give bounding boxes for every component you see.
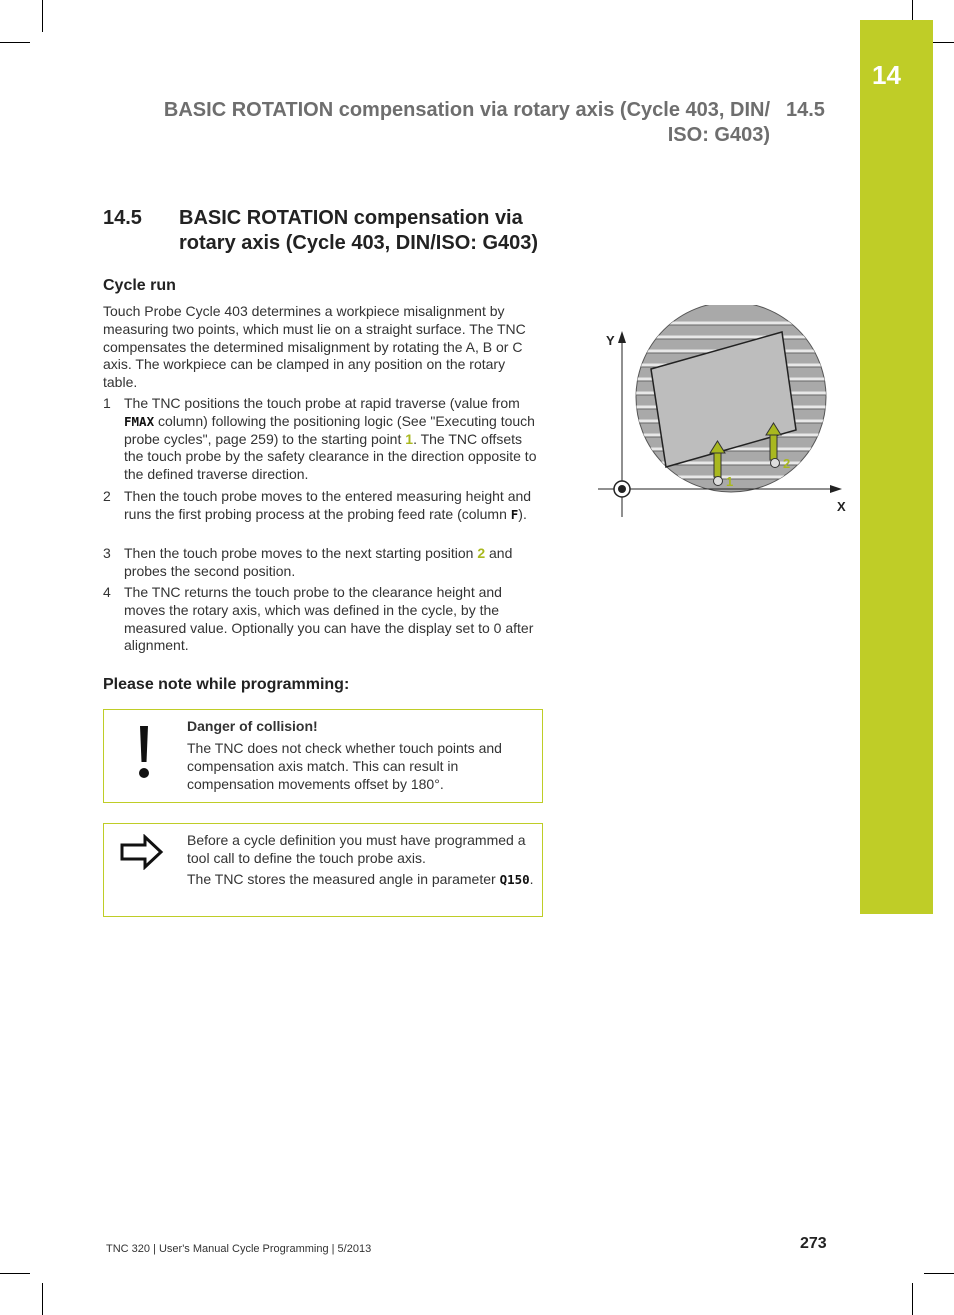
list-number: 1 [103,395,111,411]
page-number: 273 [800,1235,827,1252]
chapter-tab [860,20,933,914]
info-text-1: Before a cycle definition you must have programmed a tool call to define the touch probe axis. [187,832,526,866]
code-q150: Q150 [499,872,530,887]
list-number: 4 [103,584,111,600]
list-text [124,545,542,581]
running-header-section: 14.5 [786,99,825,121]
crop-mark [912,1283,913,1315]
y-axis-arrow [618,331,626,343]
point-ref-2: 2 [477,545,486,561]
text-run: Then the touch probe moves to the next starting position [124,545,478,561]
list-text [124,488,542,524]
x-axis-arrow [830,485,842,493]
probe-point-2 [771,459,780,468]
point-label-1: 1 [726,474,734,489]
text-run: ). [518,505,527,522]
box-divider [184,710,186,802]
crop-mark [0,42,30,43]
text-run: and probes the second position. [124,545,513,579]
footer-text: TNC 320 | User's Manual Cycle Programming | 5/2013 [106,1243,372,1255]
running-header-title: BASIC ROTATION compensation via rotary axis (Cycle 403, DIN/ ISO: G403) [163,99,770,146]
chapter-number: 14 [872,60,901,90]
info-box [103,823,543,917]
box-divider [184,824,186,916]
probe-point-1 [714,477,723,486]
cycle-diagram [590,305,860,525]
section-number: 14.5 [103,207,142,229]
text-run: The TNC positions the touch probe at rapid traverse (value from [124,395,520,411]
list-text: The TNC returns the touch probe to the clearance height and moves the rotary axis, which was defined in the cycle, by the measured value. Optionally you can have the display set to 0 after alignment. [124,584,534,654]
info-text-2 [187,871,537,889]
list-text [124,395,542,484]
y-axis-label: Y [606,333,615,348]
warning-text: The TNC does not check whether touch points and compensation axis match. This can result in compensation movements offset by 180°. [187,740,502,792]
warning-box [103,709,543,803]
crop-mark [912,0,913,20]
cycle-run-heading: Cycle run [103,277,176,294]
text-run: column) following the positioning logic (See "Executing touch probe cycles", page 259) to the starting point [124,412,535,447]
list-number: 2 [103,488,111,504]
code-f: F [510,506,519,522]
point-label-2: 2 [783,456,791,471]
code-fmax: FMAX [124,413,155,429]
cycle-run-intro: Touch Probe Cycle 403 determines a workpiece misalignment by measuring two points, which must lie on a straight surface. The TNC compensates the determined misalignment by rotating the A, B or C axis. The workpiece can be clamped in any position on the rotary table. [103,303,526,391]
arrow-right-icon [120,834,164,870]
warning-title: Danger of collision! [187,718,318,734]
text-run: . The TNC offsets the touch probe by the safety clearance in the direction opposite to the defined traverse direction. [124,430,537,483]
note-heading: Please note while programming: [103,676,350,693]
crop-mark [924,1273,954,1274]
crop-mark [42,1283,43,1315]
crop-mark [0,1273,30,1274]
text-run: . [529,871,534,887]
section-title: BASIC ROTATION compensation via rotary axis (Cycle 403, DIN/ISO: G403) [179,207,539,254]
exclamation-icon [136,724,152,780]
point-ref-1: 1 [405,430,414,447]
text-run: The TNC stores the measured angle in parameter [187,871,500,887]
list-number: 3 [103,545,111,561]
x-axis-label: X [837,499,846,514]
text-run: Then the touch probe moves to the entered measuring height and runs the first probing process at the probing feed rate (column [124,488,532,522]
crop-mark [42,0,43,32]
